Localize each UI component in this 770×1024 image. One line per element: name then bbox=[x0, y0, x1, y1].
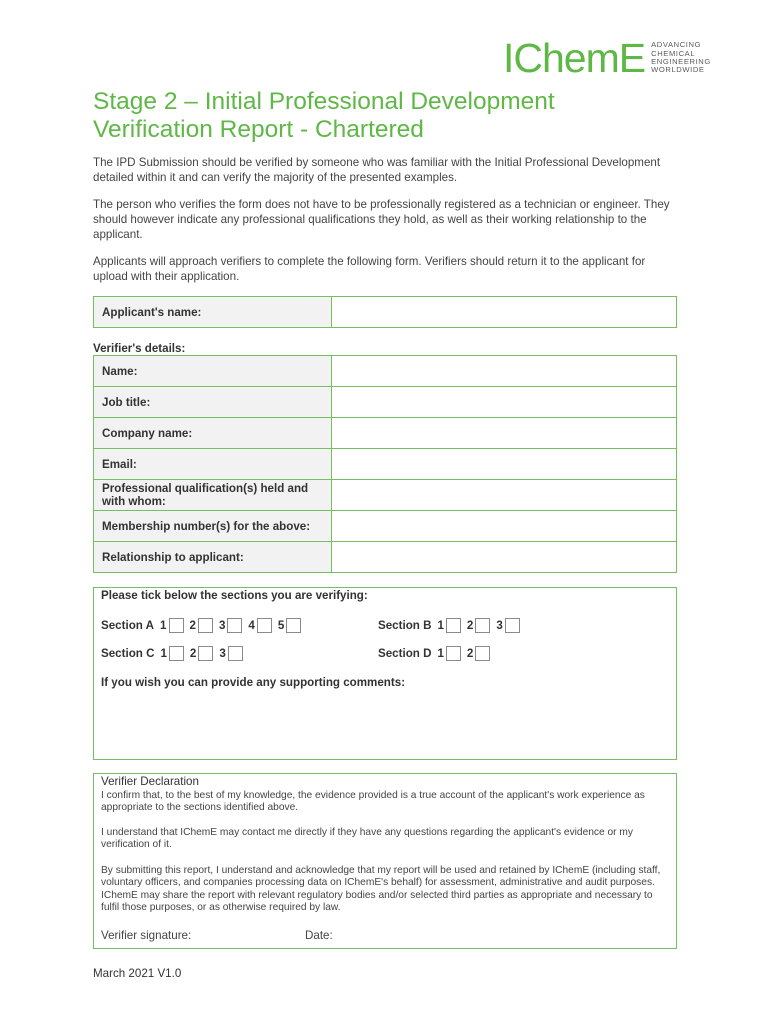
date-label: Date: bbox=[305, 929, 333, 942]
declaration-paragraph-1: I confirm that, to the best of my knowledge, the evidence provided is a true account of the applicant's work experience as appropriate to the sections identified above. bbox=[101, 790, 645, 814]
section-c-1-checkbox[interactable] bbox=[169, 646, 184, 661]
checkbox-number: 2 bbox=[466, 619, 474, 632]
intro-paragraph-1: The IPD Submission should be verified by someone who was familiar with the Initial Professional Development detailed within it and can verify the majority of the presented examples. bbox=[93, 156, 661, 184]
sections-prompt: Please tick below the sections you are verifying: bbox=[101, 589, 368, 602]
page-title-line-2: Verification Report - Chartered bbox=[93, 116, 424, 143]
section-a-3-checkbox[interactable] bbox=[227, 618, 242, 633]
verifier-row bbox=[94, 418, 677, 449]
relationship-label: Relationship to applicant: bbox=[94, 542, 332, 573]
section-a-label: Section A bbox=[101, 619, 155, 632]
applicant-row bbox=[94, 297, 677, 328]
applicant-name-field[interactable] bbox=[332, 297, 677, 328]
section-b-2-checkbox[interactable] bbox=[475, 618, 490, 633]
page-title bbox=[93, 88, 555, 144]
logo-tagline-line: ADVANCING bbox=[651, 40, 702, 50]
section-b-row bbox=[378, 618, 526, 633]
checkbox-number: 2 bbox=[189, 619, 196, 632]
declaration-paragraph-3: By submitting this report, I understand and acknowledge that my report will be used and retained by IChemE (including staff, voluntary officers, and companies processing data on IChemE's behalf) for assessment, administrative and audit purposes. IChemE may share the report with relevant regulatory bodies and/or selected third parties as appropriate and necessary to fulfil those purposes, or as otherwise required by law. bbox=[101, 865, 661, 914]
logo-wordmark: IChemE bbox=[503, 34, 646, 81]
verifier-row bbox=[94, 387, 677, 418]
section-b-item bbox=[437, 618, 462, 633]
section-c-row bbox=[101, 646, 249, 661]
declaration-heading: Verifier Declaration bbox=[101, 775, 199, 788]
section-a-4-checkbox[interactable] bbox=[257, 618, 272, 633]
job-title-label: Job title: bbox=[94, 387, 332, 418]
intro-paragraph-2: The person who verifies the form does not have to be professionally registered as a technician or engineer. They should however indicate any professional qualifications they hold, as well as their working relationship to the applicant. bbox=[93, 198, 670, 241]
section-a-item bbox=[278, 618, 303, 633]
relationship-field[interactable] bbox=[332, 542, 677, 573]
section-b-item bbox=[467, 618, 492, 633]
applicant-table bbox=[93, 296, 677, 328]
section-a-item bbox=[190, 618, 215, 633]
verifier-row bbox=[94, 449, 677, 480]
section-a-2-checkbox[interactable] bbox=[198, 618, 213, 633]
section-c-item bbox=[190, 646, 215, 661]
page-title-line-1: Stage 2 – Initial Professional Development bbox=[93, 88, 555, 115]
logo-tagline-line: CHEMICAL bbox=[651, 48, 696, 58]
section-b-3-checkbox[interactable] bbox=[505, 618, 520, 633]
checkbox-number: 2 bbox=[189, 647, 197, 660]
section-a-item bbox=[160, 618, 185, 633]
logo-tagline-line: WORLDWIDE bbox=[651, 65, 705, 75]
checkbox-number: 3 bbox=[218, 619, 226, 632]
comments-field[interactable] bbox=[101, 694, 667, 754]
logo-tagline bbox=[651, 41, 711, 75]
checkbox-number: 3 bbox=[496, 619, 503, 632]
company-name-field[interactable] bbox=[332, 418, 677, 449]
declaration-paragraph-2: I understand that IChemE may contact me directly if they have any questions regarding the applicant's evidence or my verification of it. bbox=[101, 827, 633, 851]
section-c-item bbox=[219, 646, 244, 661]
verifier-name-field[interactable] bbox=[332, 356, 677, 387]
membership-number-field[interactable] bbox=[332, 511, 677, 542]
section-c-item bbox=[160, 646, 185, 661]
checkbox-number: 4 bbox=[248, 619, 255, 632]
email-field[interactable] bbox=[332, 449, 677, 480]
section-a-item bbox=[219, 618, 244, 633]
verifier-table bbox=[93, 355, 677, 573]
section-a-1-checkbox[interactable] bbox=[169, 618, 184, 633]
company-name-label: Company name: bbox=[94, 418, 332, 449]
section-c-2-checkbox[interactable] bbox=[198, 646, 213, 661]
checkbox-number: 1 bbox=[160, 647, 167, 660]
verifier-row bbox=[94, 511, 677, 542]
verifier-details-heading: Verifier's details: bbox=[93, 342, 186, 355]
qualifications-label: Professional qualification(s) held and with whom: bbox=[94, 480, 332, 511]
verifier-row bbox=[94, 542, 677, 573]
section-d-1-checkbox[interactable] bbox=[446, 646, 461, 661]
section-c-label: Section C bbox=[101, 647, 155, 660]
verifier-row bbox=[94, 356, 677, 387]
intro-paragraph-3: Applicants will approach verifiers to complete the following form. Verifiers should return it to the applicant for upload with their application. bbox=[93, 255, 646, 283]
checkbox-number: 1 bbox=[160, 619, 167, 632]
section-d-item bbox=[467, 646, 492, 661]
section-d-2-checkbox[interactable] bbox=[475, 646, 490, 661]
signature-label: Verifier signature: bbox=[101, 929, 192, 942]
section-d-label: Section D bbox=[378, 647, 432, 660]
version-footer: March 2021 V1.0 bbox=[93, 967, 182, 980]
email-label: Email: bbox=[94, 449, 332, 480]
comments-label: If you wish you can provide any supporting comments: bbox=[101, 676, 406, 689]
section-a-5-checkbox[interactable] bbox=[286, 618, 301, 633]
section-d-item bbox=[437, 646, 462, 661]
checkbox-number: 1 bbox=[437, 647, 444, 660]
verifier-name-label: Name: bbox=[94, 356, 332, 387]
section-b-1-checkbox[interactable] bbox=[446, 618, 461, 633]
section-b-item bbox=[496, 618, 521, 633]
checkbox-number: 2 bbox=[466, 647, 474, 660]
section-a-row bbox=[101, 618, 307, 633]
verifier-row bbox=[94, 480, 677, 511]
section-c-3-checkbox[interactable] bbox=[228, 646, 243, 661]
logo-tagline-line: ENGINEERING bbox=[651, 57, 711, 66]
section-b-label: Section B bbox=[378, 619, 432, 632]
membership-number-label: Membership number(s) for the above: bbox=[94, 511, 332, 542]
icheme-logo bbox=[503, 36, 711, 80]
qualifications-field[interactable] bbox=[332, 480, 677, 511]
job-title-field[interactable] bbox=[332, 387, 677, 418]
section-d-row bbox=[378, 646, 496, 661]
checkbox-number: 5 bbox=[277, 619, 285, 632]
signature-field[interactable] bbox=[213, 925, 298, 943]
checkbox-number: 1 bbox=[437, 619, 444, 632]
section-a-item bbox=[248, 618, 273, 633]
date-field[interactable] bbox=[340, 925, 460, 943]
checkbox-number: 3 bbox=[219, 647, 226, 660]
applicant-name-label: Applicant's name: bbox=[94, 297, 332, 328]
